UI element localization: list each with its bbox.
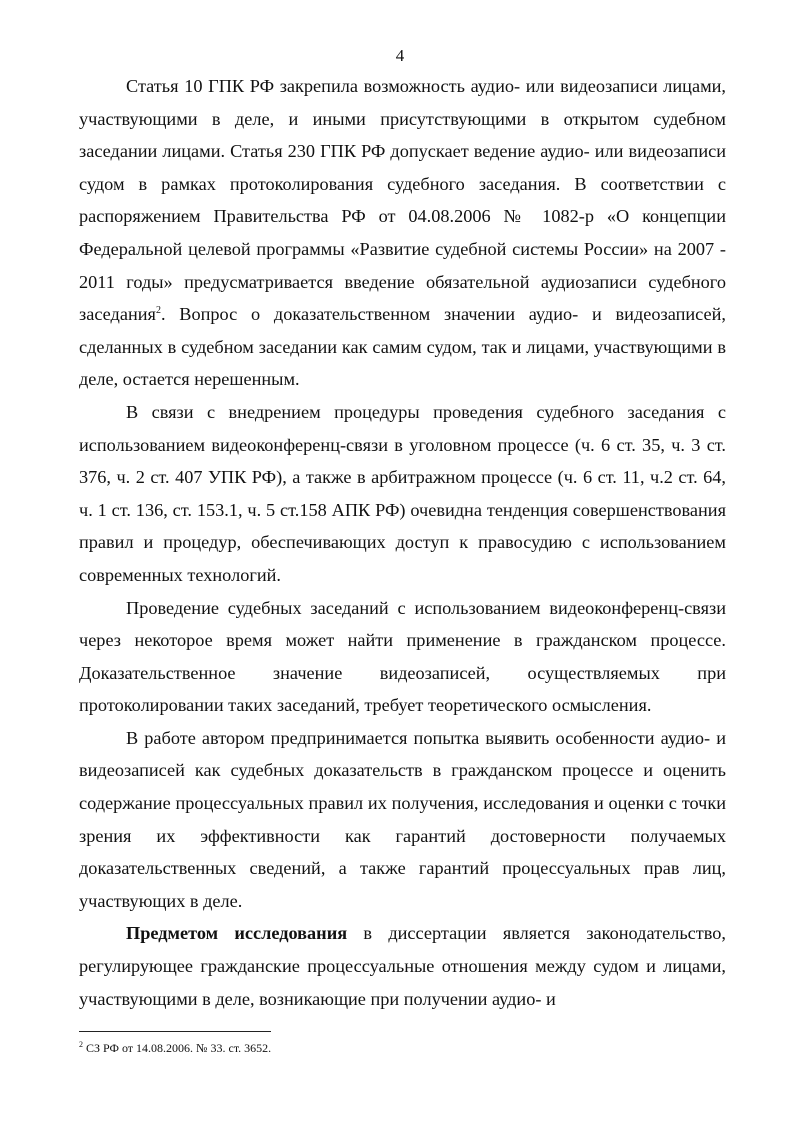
paragraph-1-text: Статья 10 ГПК РФ закрепила возможность аудио- или видеозаписи лицами, участвующими в деле, и иными присутствующими в открытом судебном заседании лицами. Статья 230 ГПК РФ допускает ведение аудио- или видеозаписи судом в рамках протоколирования судебного заседания. В соответствии с распоряжением Правительства РФ от 04.08.2006 № 1082-р «О концепции Федеральной целевой программы «Развитие судебной системы России» на 2007 - 2011 годы» предусматривается введение обязательной аудиозаписи судебного заседания	[79, 76, 726, 325]
footnote-reference[interactable]: 2	[155, 305, 161, 317]
paragraph-1	[79, 70, 726, 396]
footnote-text: СЗ РФ от 14.08.2006. № 33. ст. 3652.	[83, 1041, 272, 1055]
page-number: 4	[395, 46, 405, 65]
paragraph-1-text-continued: . Вопрос о доказательственном значении аудио- и видеозаписей, сделанных в судебном заседании как самим судом, так и лицами, участвующими в деле, остается нерешенным.	[79, 304, 726, 390]
paragraph-2: В связи с внедрением процедуры проведения судебного заседания с использованием видеоконференц-связи в уголовном процессе (ч. 6 ст. 35, ч. 3 ст. 376, ч. 2 ст. 407 УПК РФ), а также в арбитражном процессе (ч. 6 ст. 11, ч.2 ст. 64, ч. 1 ст. 136, ст. 153.1, ч. 5 ст.158 АПК РФ) очевидна тенденция совершенствования правил и процедур, обеспечивающих доступ к правосудию с использованием современных технологий.	[79, 401, 726, 585]
paragraph-5	[79, 917, 726, 1015]
paragraph-3: Проведение судебных заседаний с использованием видеоконференц-связи через некоторое время может найти применение в гражданском процессе. Доказательственное значение видеозаписей, осуществляемых при протоколировании таких заседаний, требует теоретического осмысления.	[79, 597, 726, 716]
footnote	[79, 1040, 719, 1056]
paragraph-5-text: в диссертации является законодательство, регулирующее гражданские процессуальные отношения между судом и лицами, участвующими в деле, возникающие при получении аудио- и	[79, 923, 726, 1009]
footnote-divider	[79, 1031, 271, 1032]
footnote-marker: 2	[79, 1040, 83, 1049]
body-text	[79, 70, 726, 1015]
paragraph-5-bold-term: Предметом исследования	[126, 923, 348, 944]
paragraph-4: В работе автором предпринимается попытка выявить особенности аудио- и видеозаписей как судебных доказательств в гражданском процессе и оценить содержание процессуальных правил их получения, исследования и оценки с точки зрения их эффективности как гарантий достоверности получаемых доказательственных сведений, а также гарантий процессуальных прав лиц, участвующих в деле.	[79, 727, 726, 911]
